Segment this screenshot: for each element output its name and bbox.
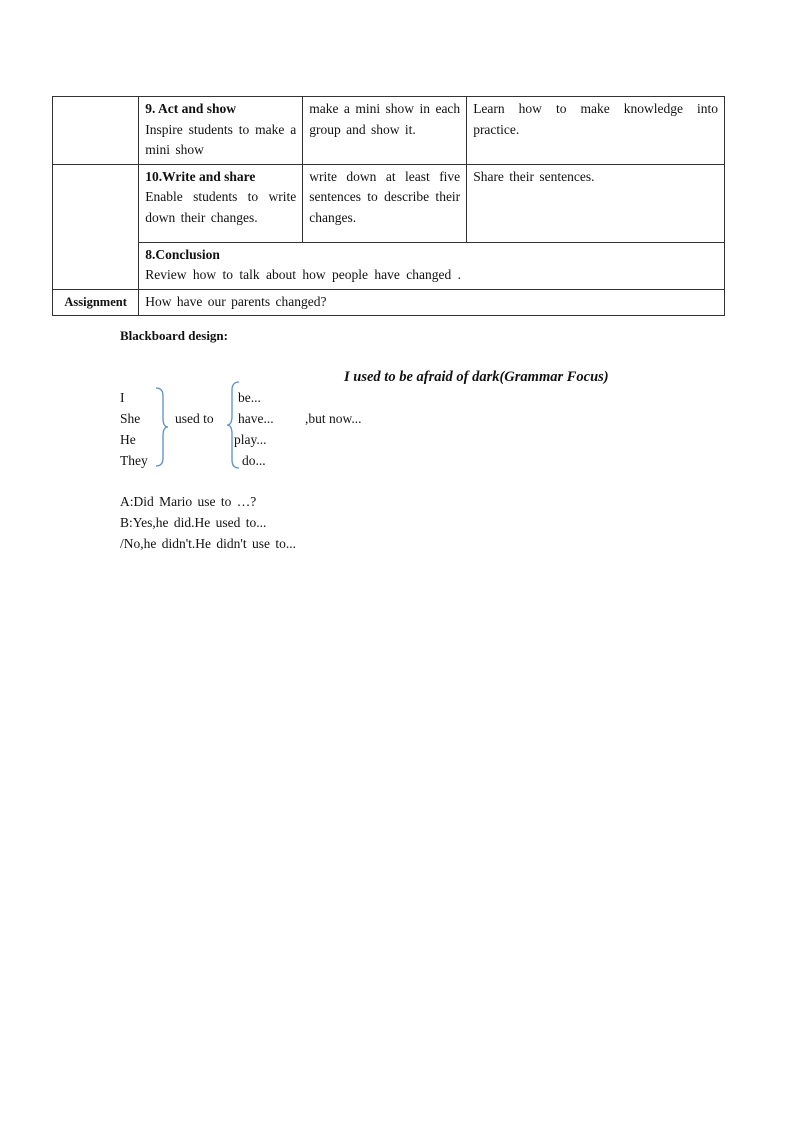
blackboard-label: Blackboard design:: [120, 328, 228, 343]
empty-cell: [53, 97, 139, 165]
step-body: Review how to talk about how people have changed .: [145, 267, 461, 282]
verb-have: have...: [238, 411, 274, 426]
step-body: Inspire students to make a mini show: [145, 121, 297, 157]
empty-cell: [53, 164, 139, 289]
dialogue-line: /No,he didn't.He didn't use to...: [120, 536, 296, 551]
table-row: [53, 289, 725, 316]
table-row: [53, 97, 725, 165]
conclusion-cell: [139, 242, 725, 289]
dialogue-line: B:Yes,he did.He used to...: [120, 515, 267, 530]
verb-do: do...: [242, 453, 266, 468]
blackboard-title: I used to be afraid of dark(Grammar Focus): [344, 369, 609, 385]
verb-be: be...: [238, 390, 261, 405]
purpose-cell: Learn how to make knowledge into practice.: [467, 97, 725, 165]
table-row: [53, 242, 725, 289]
step-cell: [139, 164, 303, 242]
pronoun-he: He: [120, 432, 136, 447]
student-activity-cell: write down at least five sentences to describe their changes.: [303, 164, 467, 242]
pronoun-she: She: [120, 411, 141, 426]
assignment-label: Assignment: [53, 289, 139, 316]
used-to-text: used to: [175, 411, 214, 426]
dialogue-line: A:Did Mario use to …?: [120, 494, 257, 509]
lesson-table: [52, 96, 725, 316]
step-title: 9. Act and show: [145, 101, 237, 116]
table-row: [53, 164, 725, 242]
student-activity-cell: make a mini show in each group and show it.: [303, 97, 467, 165]
step-body: Enable students to write down their changes.: [145, 189, 297, 225]
step-title: 8.Conclusion: [145, 246, 220, 262]
pronoun-i: I: [120, 390, 125, 405]
but-now-text: ,but now...: [305, 411, 362, 426]
pronoun-they: They: [120, 453, 148, 468]
step-title: 10.Write and share: [145, 168, 256, 184]
right-brace-icon: [154, 386, 170, 468]
assignment-text: How have our parents changed?: [139, 289, 725, 316]
step-cell: [139, 97, 303, 165]
purpose-cell: Share their sentences.: [467, 164, 725, 242]
verb-play: play...: [234, 432, 267, 447]
